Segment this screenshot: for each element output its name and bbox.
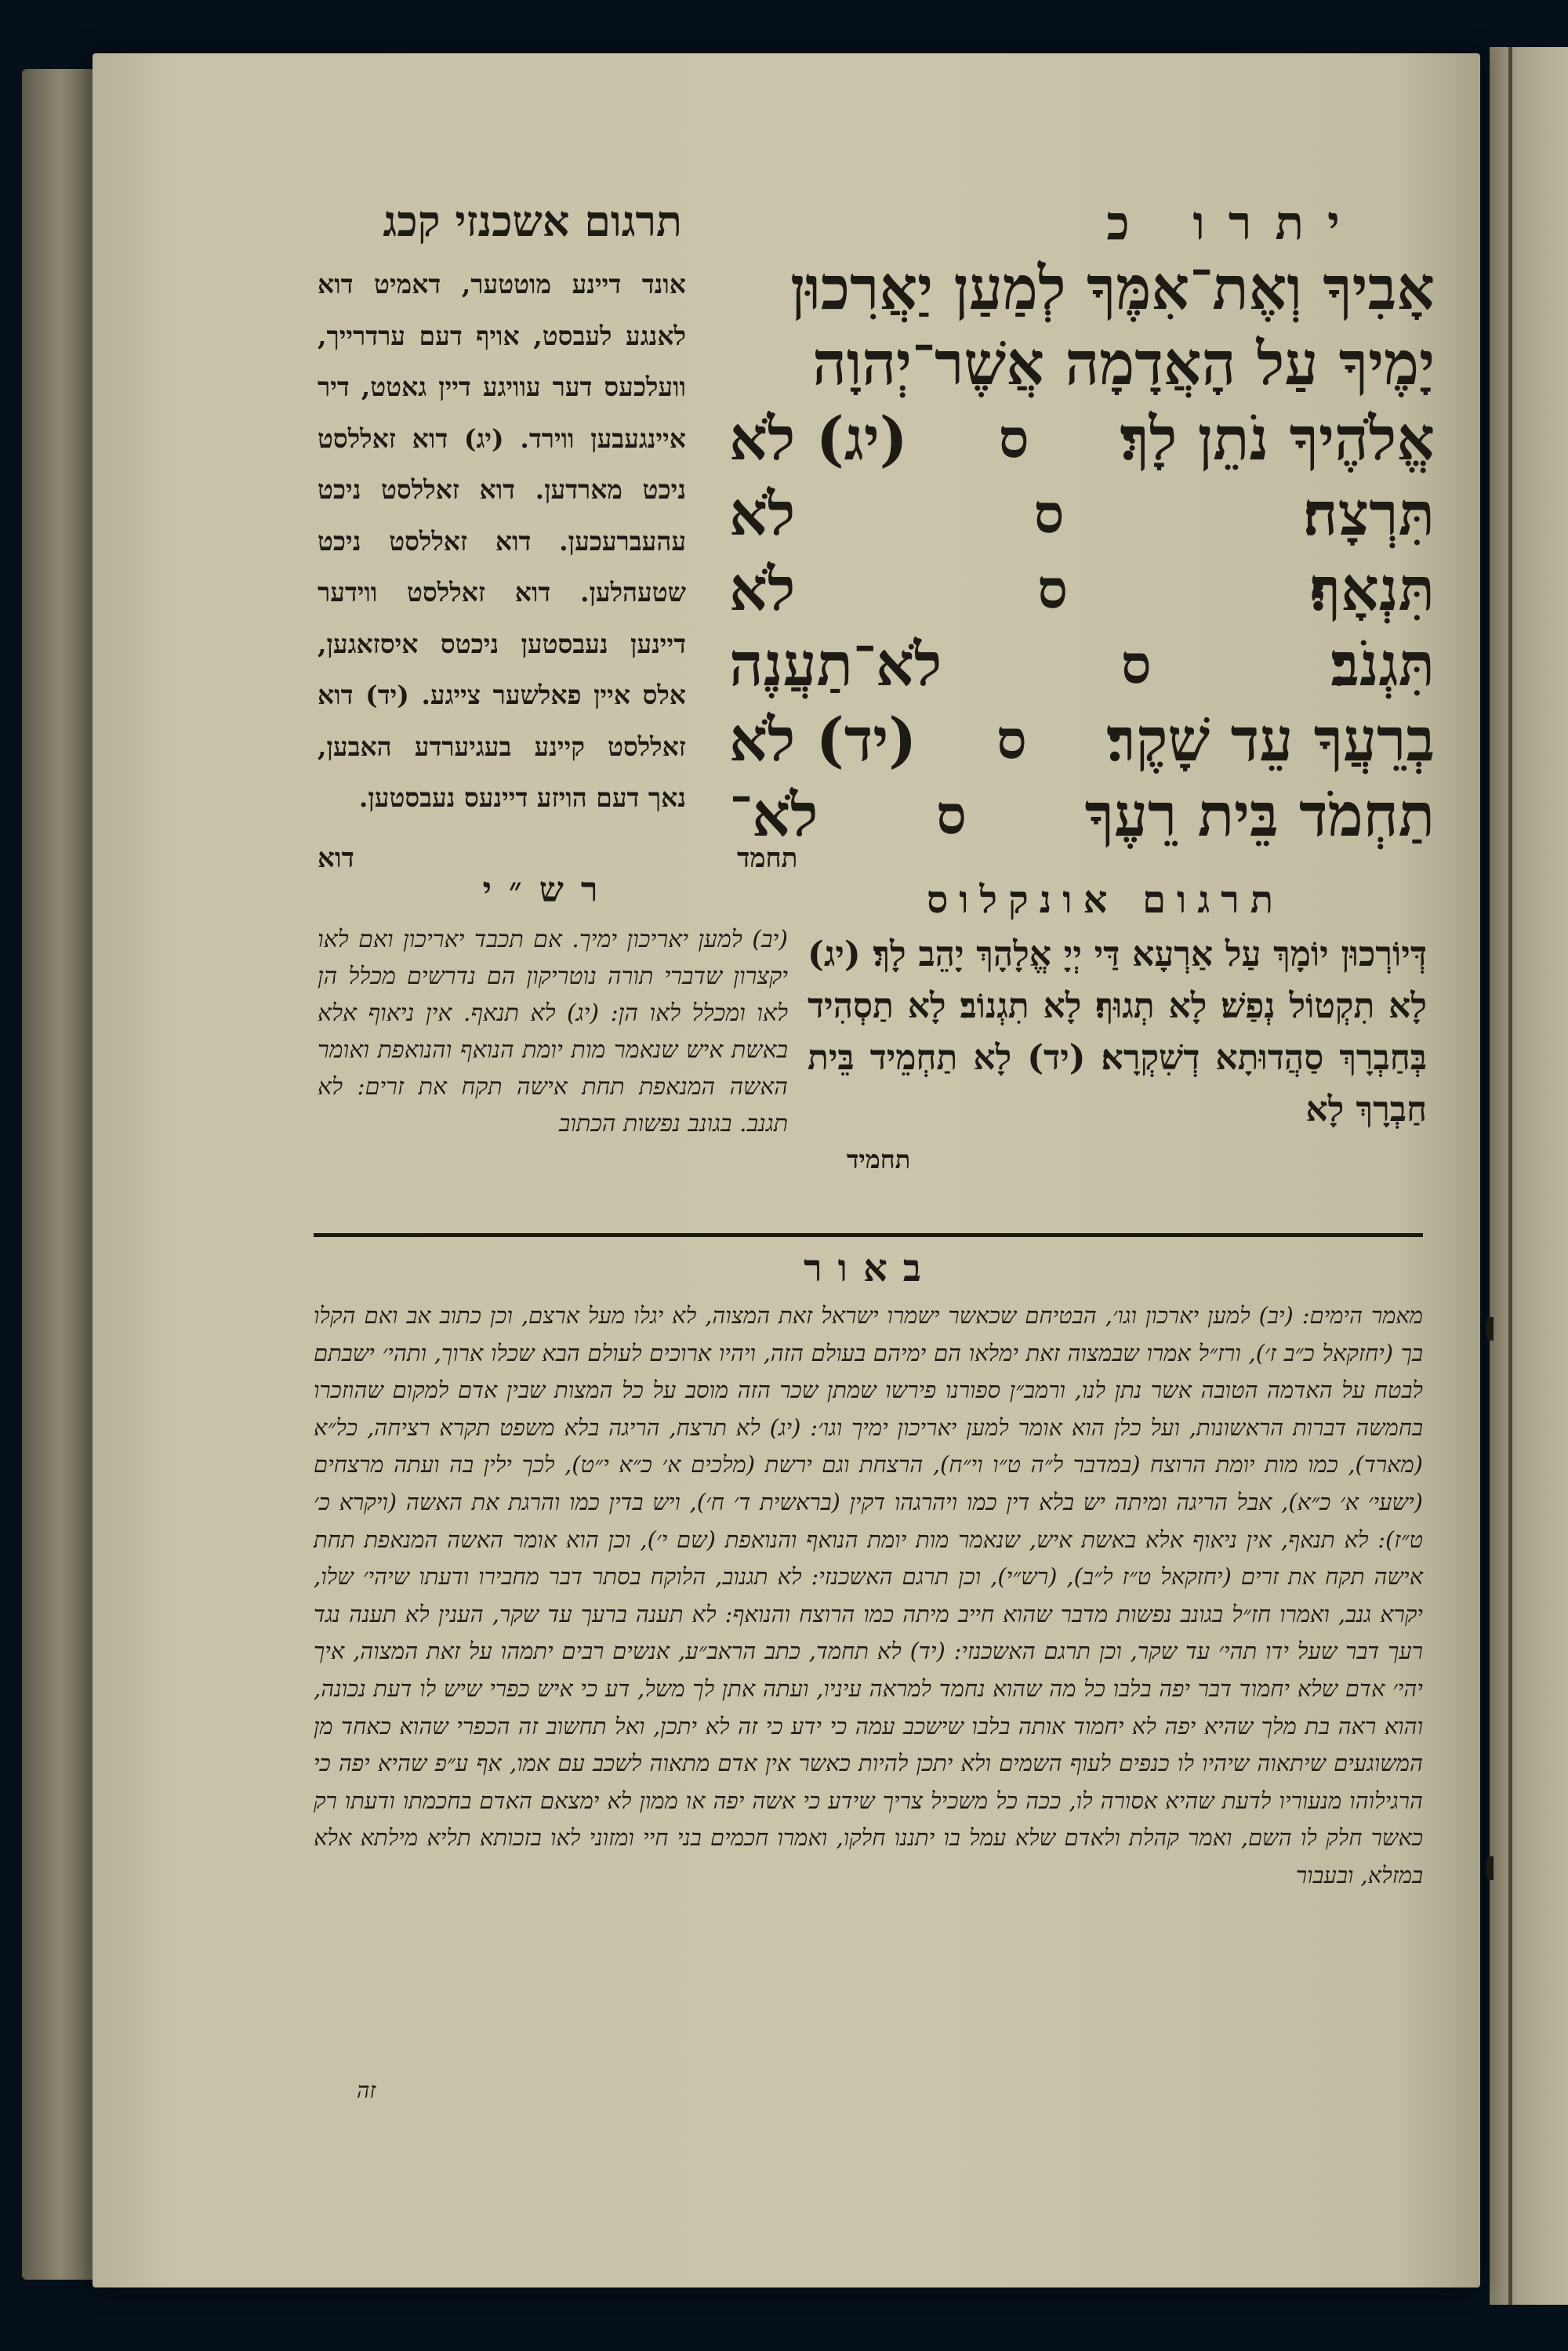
setuma-marker: ס	[1033, 483, 1065, 546]
verse-line-text: בְרֵעֲךָ עֵד שָׁקֶר׃	[1106, 705, 1435, 775]
biur-catchword: זה	[357, 2077, 376, 2103]
parsha-header: יתרו כ	[1106, 196, 1363, 251]
verse-line-text: אֱלֹהֶיךָ נֹתֵן לָךְ׃	[1120, 404, 1435, 473]
verse-line	[729, 702, 1435, 778]
onkelos-catchword: תחמיד	[847, 1145, 911, 1174]
verse-line	[729, 627, 1435, 702]
section-divider	[314, 1233, 1423, 1237]
verse-line-end: (יד) לֹא	[729, 705, 917, 775]
yiddish-catchword: דוא	[318, 843, 354, 874]
verse-line-end: לֹא	[729, 554, 796, 624]
verse-catchword: תחמד	[737, 843, 798, 874]
verse-line-end: (יג) לֹא	[729, 404, 908, 473]
verse-line	[729, 401, 1435, 477]
setuma-marker: ס	[936, 784, 967, 847]
verse-line	[729, 251, 1435, 326]
yiddish-translation: אונד דיינע מוטטער, דאמיט דוא לאנגע לעבסט, אויף דעם ערדרייך, וועלכעס דער עוויגע דיין גאטט, דיר איינגעבען ווירד. (יג) דוא זאללסט ניכט מארדען. דוא זאללסט ניכט עהעברעכען. דוא זאללסט ניכט שטעהלען. דוא זאללסט ווידער דיינען נעבסטען ניכטס איסזאגען, אלס איין פאלשער צייגע. (יד) דוא זאללסט קיינע בעגיערדע האבען, נאך דעם הויזע דיינעס נעבסטען.	[318, 269, 686, 813]
verse-line-text: תִּגְנֹב׃	[1330, 629, 1435, 699]
biur-header: באור	[804, 1246, 937, 1290]
binding-strip	[1508, 47, 1512, 2305]
biur-text: מאמר הימים: (יב) למען יארכון וגו׳, הבטיחם שכאשר ישמרו ישראל זאת המצוה, לא יגלו מעל ארצם, וכן כתוב אב ואם הקלו בך (יחזקאל כ״ב ז׳), ורז״ל אמרו שבמצוה זאת ימלאו הם ימיהם בעולם הזה, ויהיו ארוכים לעולם הבא שכלו ארוך, ותהי׳ ישבתם לבטח על האדמה הטובה אשר נתן לנו, ורמב״ן ספורנו פירשו שמתן שכר הזה מוסב על כל המצות שבין אדם למקום שהוזכרו בחמשה דברות הראשונות, ועל כלן הוא אומר למען יאריכון ימיך וגו׳: (יג) לא תרצח, הריגה בלא משפט תקרא רציחה, כל״א (מארד), כמו מות יומת הרוצח (במדבר ל״ה ט״ו וי״ח), הרצחת וגם ירשת (מלכים א׳ כ״א י״ט), לכך ילין בה ועתה מרצחים (ישעי׳ א׳ כ״א), אבל הריגה ומיתה יש בלא דין כמו ויהרגהו דקין (בראשית ד׳ ח׳), ויש בדין כמו והרגת את האשה (ויקרא כ׳ ט״ז): לא תנאף, אין ניאוף אלא באשת איש, שנאמר מות יומת הנואף והנואפת (שם י׳), וכן הוא אומר האשה המנאפת תחת אישה תקח את זרים (יחזקאל ט״ז ל״ב), (רש״י), וכן תרגם האשכנזי: לא תגנוב, הלוקח בסתר דבר מחבירו ודעתו שיהי׳ שלו, יקרא גנב, ואמרו חז״ל בגונב נפשות מדבר שהוא חייב מיתה כמו הרוצח והנואף: לא תענה ברעך עד שקר, הענין לא תענה נגד רעך דבר שעל ידו תהי׳ עד שקר, וכן תרגם האשכנזי: (יד) לא תחמד, כתב הראב״ע, אנשים רבים יתמהו על זאת המצוה, איך יהי׳ אדם שלא יחמוד דבר יפה בלבו כל מה שהוא נחמד למראה עיניו, ועתה אתן לך משל, דע כי איש כפרי שיש לו דעת נכונה, והוא ראה בת מלך שהיא יפה לא יחמוד אותה בלבו שישכב עמה כי ידע כי זה לא יתכן, ואל תחשוב זה הכפרי שהוא כאחד מן המשוגעים שיתאוה שיהיו לו כנפים לעוף השמים ולא יתכן להיות כאשר אין אדם מתאוה לשכב עם אמו, אף ע״פ שהיא יפה כי הרגילוהו מנעוריו לדעת שהיא אסורה לו, ככה כל משכיל צריך שידע כי אשה יפה או ממון לא ימצאם האדם בחכמתו ודעתו רק כאשר חלק לו השם, ואמר קהלת ולאדם שלא עמל בו יתננו חלקו, ואמרו חכמים בני חיי ומזוני לאו בזכותא תליא מילתא אלא במזלא, ובעבור	[314, 1302, 1423, 1888]
verse-line-end: לֹא־	[729, 780, 818, 850]
targum-ashkenazi-header: תרגום אשכנזי קכג	[383, 196, 682, 246]
verse-line-text: יָמֶיךָ עַל הָאֲדָמָה אֲשֶׁר־יְהוָה	[812, 328, 1435, 398]
verse-line	[729, 326, 1435, 401]
verse-line	[729, 552, 1435, 627]
setuma-marker: ס	[998, 408, 1029, 470]
rashi-header: רש״י	[482, 870, 615, 910]
verse-line	[729, 477, 1435, 552]
setuma-marker: ס	[1120, 633, 1152, 696]
onkelos-text: דְּיוֹרְכוּן יוֹמָךְ עַל אַרְעָא דַּי יְיָ אֱלָהָךְ יָהֵב לָךְ׃ (יג) לָא תִקְטוֹל נְפַשׁ׃ לָא תְגוּף׃ לָא תִגְנוֹב׃ לָא תַסְהִיד בְּחַבְרָךְ סַהֲדוּתָא דְשִׁקְרָא׃ (יד) לָא תַחְמֵיד בֵּית חַבְרָךְ לָא	[808, 934, 1427, 1130]
verse-line-text: תִּרְצָח׃	[1302, 479, 1435, 549]
rashi-text: (יב) למען יאריכון ימיך. אם תכבד יאריכון ואם לאו יקצרון שדברי תורה נוטריקון הם נדרשים מכלל הן לאו ומכלל לאו הן: (יג) לא תנאף. אין ניאוף אלא באשת איש שנאמר מות יומת הנואף והנואפת ואומר האשה המנאפת תחת אישה תקח את זרים: לא תגנב. בגונב נפשות הכתוב	[318, 926, 788, 1137]
setuma-marker: ס	[996, 709, 1027, 771]
setuma-marker: ס	[1037, 558, 1068, 621]
verse-line-end: לֹא	[729, 479, 796, 549]
page-clip-mark	[1486, 1317, 1494, 1341]
torah-verse-block	[729, 251, 1435, 853]
verse-line-end: לֹא־תַעֲנֶה	[729, 629, 942, 699]
page-clip-mark	[1486, 1856, 1494, 1880]
verse-line-text: אָבִיךָ וְאֶת־אִמֶּךָ לְמַעַן יַאֲרִכוּן	[790, 253, 1435, 323]
next-page-edge	[1490, 47, 1568, 2305]
verse-line	[729, 778, 1435, 853]
verse-line-text: תִּנְאָף׃	[1309, 554, 1435, 624]
verse-line-text: תַחְמֹד בֵּית רֵעֶךָ	[1084, 780, 1435, 850]
onkelos-header: תרגום אונקלוס	[926, 878, 1285, 922]
